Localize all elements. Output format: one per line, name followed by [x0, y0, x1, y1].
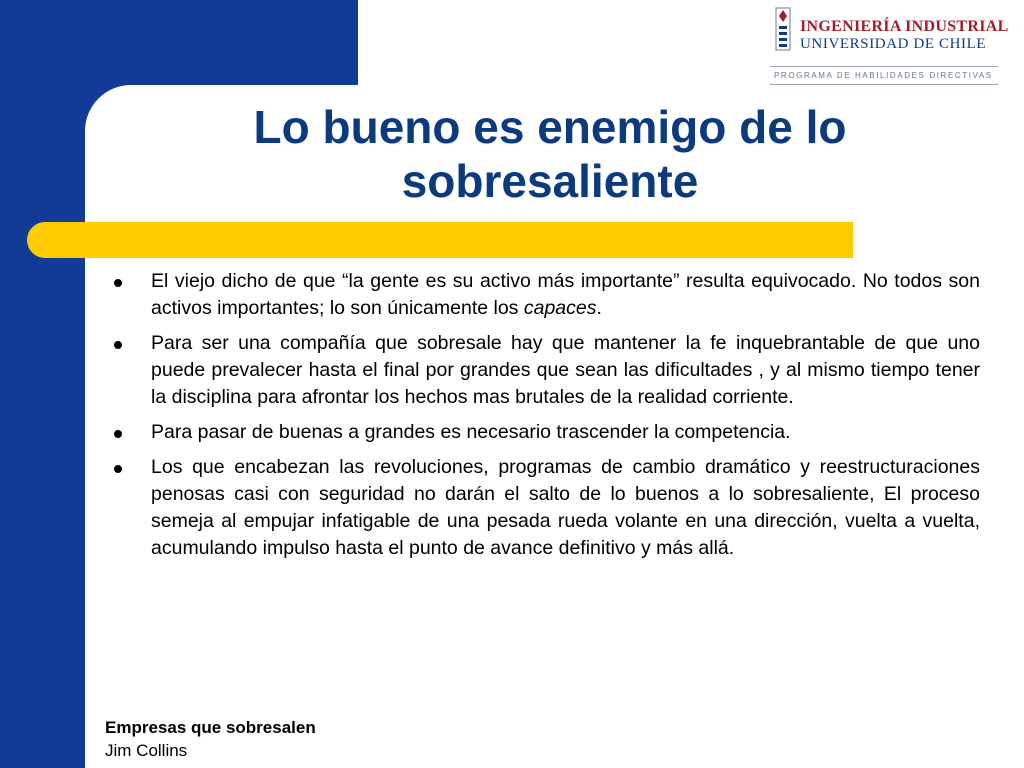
- bullet-item: [110, 268, 980, 322]
- footer-book-title: Empresas que sobresalen: [105, 718, 316, 737]
- logo-line-1: INGENIERÍA INDUSTRIAL: [800, 18, 1009, 35]
- bullet-item: [110, 330, 980, 411]
- bullet-dot-icon: [114, 465, 122, 473]
- footer-author: Jim Collins: [105, 741, 188, 760]
- slide-title: Lo bueno es enemigo de lo sobresaliente: [253, 101, 847, 207]
- bullet-text: El viejo dicho de que “la gente es su activo más importante” resulta equivocado. No todos son activos importantes; lo son únicamente los: [151, 270, 980, 319]
- bullet-dot-icon: [114, 341, 122, 349]
- bullet-text: Los que encabezan las revoluciones, programas de cambio dramático y reestructuraciones penosas casi con seguridad no darán el salto de lo buenos a lo sobresaliente, El proceso semeja al empujar infatigable de una pesada rueda volante en una dirección, vuelta a vuelta, acumulando impulso hasta el punto de avance definitivo y más allá.: [151, 456, 980, 559]
- bullet-item: [110, 419, 980, 446]
- yellow-accent-bar: [27, 222, 853, 258]
- bullet-text: Para ser una compañía que sobresale hay que mantener la fe inquebrantable de que uno puede prevalecer hasta el final por grandes que sean las dificultades , y al mismo tiempo tener la disciplina para afrontar los hechos mas brutales de la realidad corriente.: [151, 332, 980, 408]
- university-seal-icon: [772, 4, 794, 54]
- bullet-dot-icon: [114, 430, 122, 438]
- bullet-text: Para pasar de buenas a grandes es necesario trascender la competencia.: [151, 421, 791, 443]
- logo-divider: [770, 66, 998, 67]
- bullet-dot-icon: [114, 279, 122, 287]
- bullet-list: [110, 268, 980, 570]
- bullet-emphasis: capaces: [523, 297, 597, 319]
- logo-line-2: UNIVERSIDAD DE CHILE: [800, 36, 987, 52]
- bullet-item: [110, 454, 980, 562]
- logo-tagline: PROGRAMA DE HABILIDADES DIRECTIVAS: [774, 71, 993, 80]
- bullet-text-end: .: [596, 297, 602, 319]
- university-logo: [770, 4, 1009, 88]
- logo-divider-bottom: [770, 84, 998, 85]
